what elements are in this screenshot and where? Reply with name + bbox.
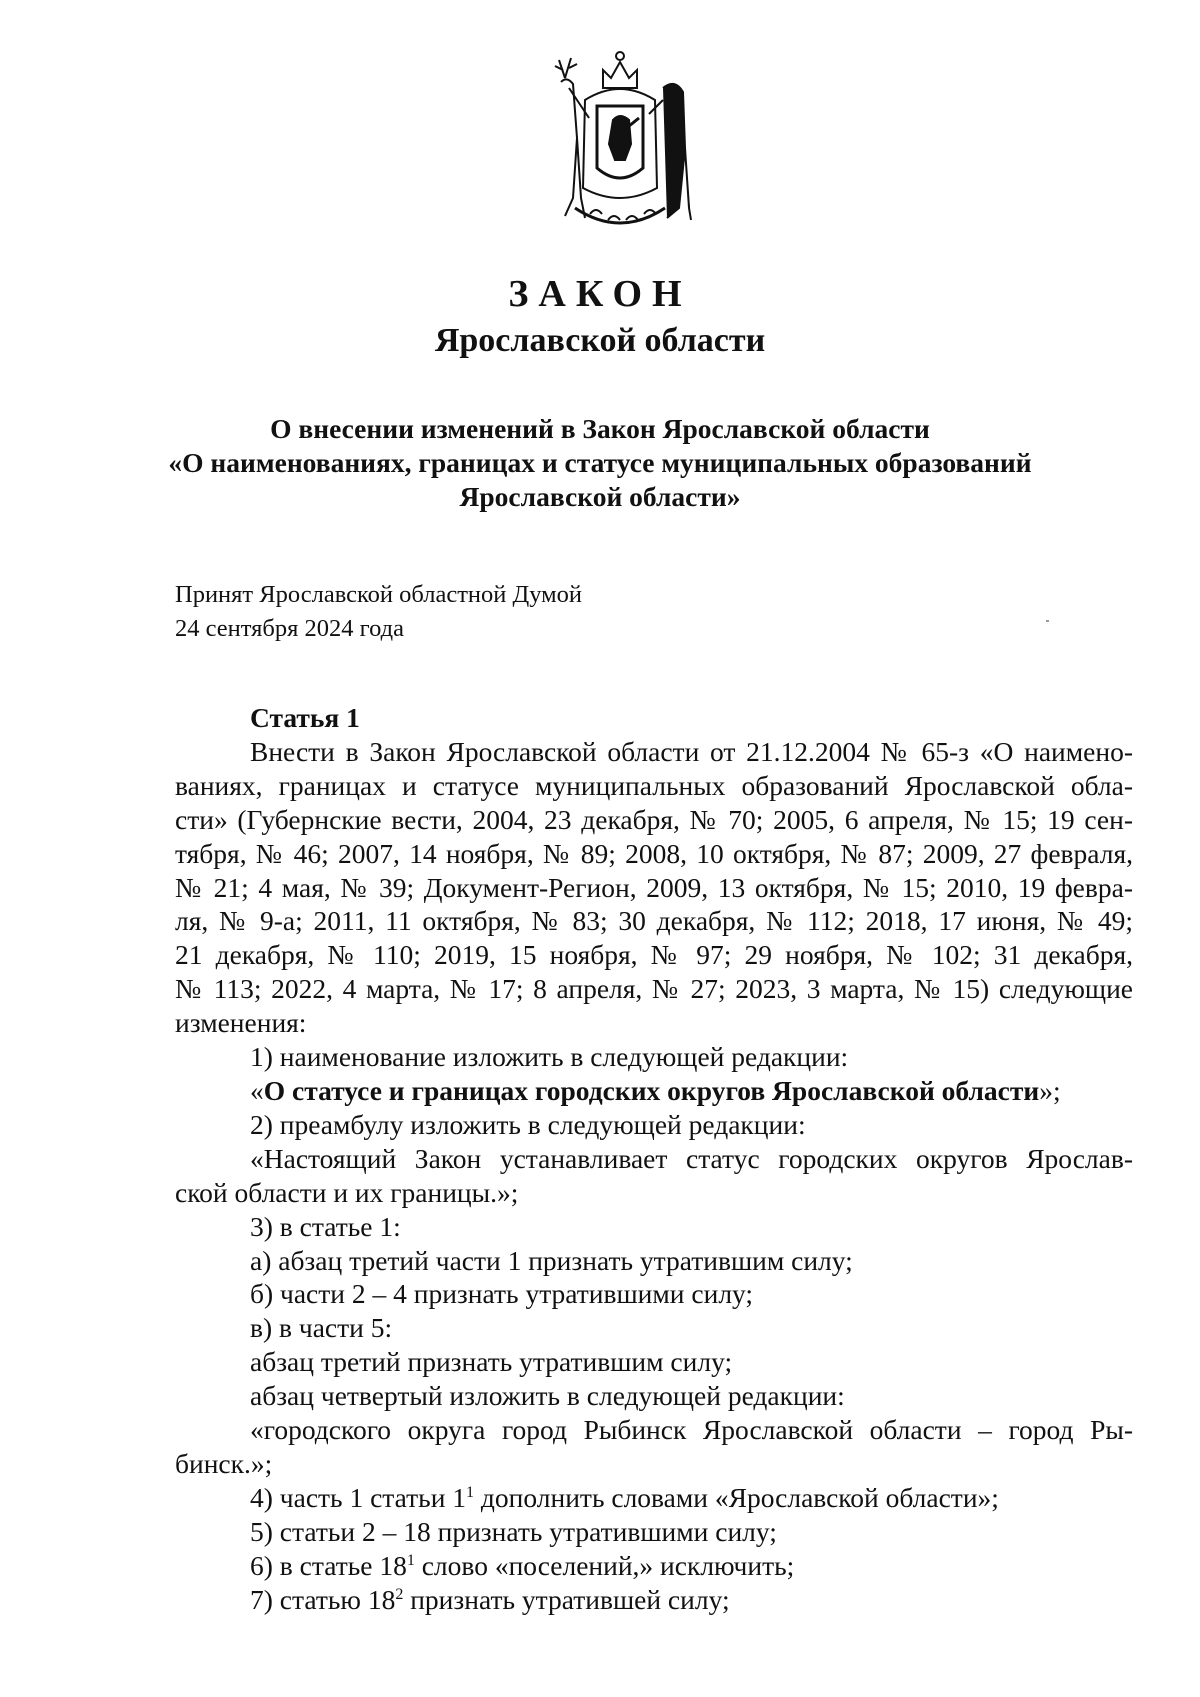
item-text: 6) в статье 18 [250, 1549, 407, 1581]
adopted-by: Принят Ярославской областной Думой [175, 581, 583, 608]
item-text: признать утратившей силу; [403, 1583, 730, 1615]
amendment-subitem: а) абзац третий части 1 признать утратившим силу; [250, 1244, 853, 1276]
item-text: 4) часть 1 статьи 1 [250, 1481, 467, 1513]
paragraph-line: № 113; 2022, 4 марта, № 17; 8 апреля, № 27; 2023, 3 марта, № 15) следующие [175, 973, 1133, 1005]
law-title-line: «О наименованиях, границах и статусе муниципальных образований [168, 447, 1032, 478]
amendment-subitem: б) части 2 – 4 признать утратившими силу; [250, 1278, 754, 1310]
superscript: 2 [395, 1585, 404, 1603]
article-1 [175, 701, 1133, 1616]
law-title-line: О внесении изменений в Закон Ярославской области [270, 413, 930, 444]
amendment-quote: бинск.»; [175, 1447, 273, 1479]
amendment-subitem: в) в части 5: [250, 1312, 393, 1344]
paragraph-line: ля, № 9-а; 2011, 11 октября, № 83; 30 декабря, № 112; 2018, 17 июня, № 49; [175, 905, 1133, 937]
document-region-heading: Ярославской области [434, 322, 766, 359]
quote-mark: »; [1039, 1074, 1061, 1106]
document-type-heading: ЗАКОН [508, 273, 692, 315]
amendment-item [175, 1481, 1133, 1515]
paragraph-line: сти» (Губернские вести, 2004, 23 декабря, № 70; 2005, 6 апреля, № 15; 19 сен- [175, 803, 1133, 835]
paragraph-line: 21 декабря, № 110; 2019, 15 ноября, № 97; 29 ноября, № 102; 31 декабря, [175, 939, 1133, 971]
amendment-item: 3) в статье 1: [250, 1210, 401, 1242]
amendment-item: 1) наименование изложить в следующей редакции: [250, 1041, 849, 1073]
amendment-item [175, 1583, 1133, 1617]
amendment-item [175, 1549, 1133, 1583]
law-title-line: Ярославской области» [459, 481, 741, 512]
paragraph-line: ваниях, границах и статусе муниципальных образований Ярославской обла- [175, 769, 1133, 801]
amendment-item: 5) статьи 2 – 18 признать утратившими силу; [250, 1515, 777, 1547]
amendment-item: 2) преамбулу изложить в следующей редакции: [250, 1108, 806, 1140]
amendment-subitem: абзац третий признать утратившим силу; [250, 1346, 733, 1378]
adoption-date: 24 сентября 2024 года [175, 615, 404, 642]
superscript: 1 [406, 1551, 415, 1569]
item-text: дополнить словами «Ярославской области»; [474, 1481, 999, 1513]
superscript: 1 [466, 1483, 475, 1501]
paragraph-line: Внести в Закон Ярославской области от 21.12.2004 № 65-з «О наимено- [250, 735, 1133, 767]
quote-mark: « [250, 1074, 264, 1106]
new-title-text: О статусе и границах городских округов Ярославской области [263, 1074, 1040, 1106]
amendment-quote: «Настоящий Закон устанавливает статус городских округов Ярослав- [250, 1142, 1133, 1174]
yaroslavl-coat-of-arms-icon [545, 48, 695, 236]
paragraph-line: изменения: [175, 1007, 307, 1039]
article-heading: Статья 1 [250, 702, 360, 733]
item-text: слово «поселений,» исключить; [414, 1549, 795, 1581]
paragraph-line: № 21; 4 мая, № 39; Документ-Регион, 2009, 13 октября, № 15; 2010, 19 февра- [175, 871, 1133, 903]
amendment-quote: ской области и их границы.»; [175, 1176, 519, 1208]
scan-artifact [1046, 620, 1049, 622]
item-text: 7) статью 18 [250, 1583, 396, 1615]
law-title [150, 412, 1050, 514]
paragraph-line: тября, № 46; 2007, 14 ноября, № 89; 2008, 10 октября, № 87; 2009, 27 февраля, [175, 837, 1133, 869]
adoption-note [175, 578, 582, 646]
amendment-quote: «городского округа город Рыбинск Ярославской области – город Ры- [250, 1414, 1133, 1446]
amendment-subitem: абзац четвертый изложить в следующей редакции: [250, 1380, 845, 1412]
amendment-quote [175, 1074, 1133, 1108]
